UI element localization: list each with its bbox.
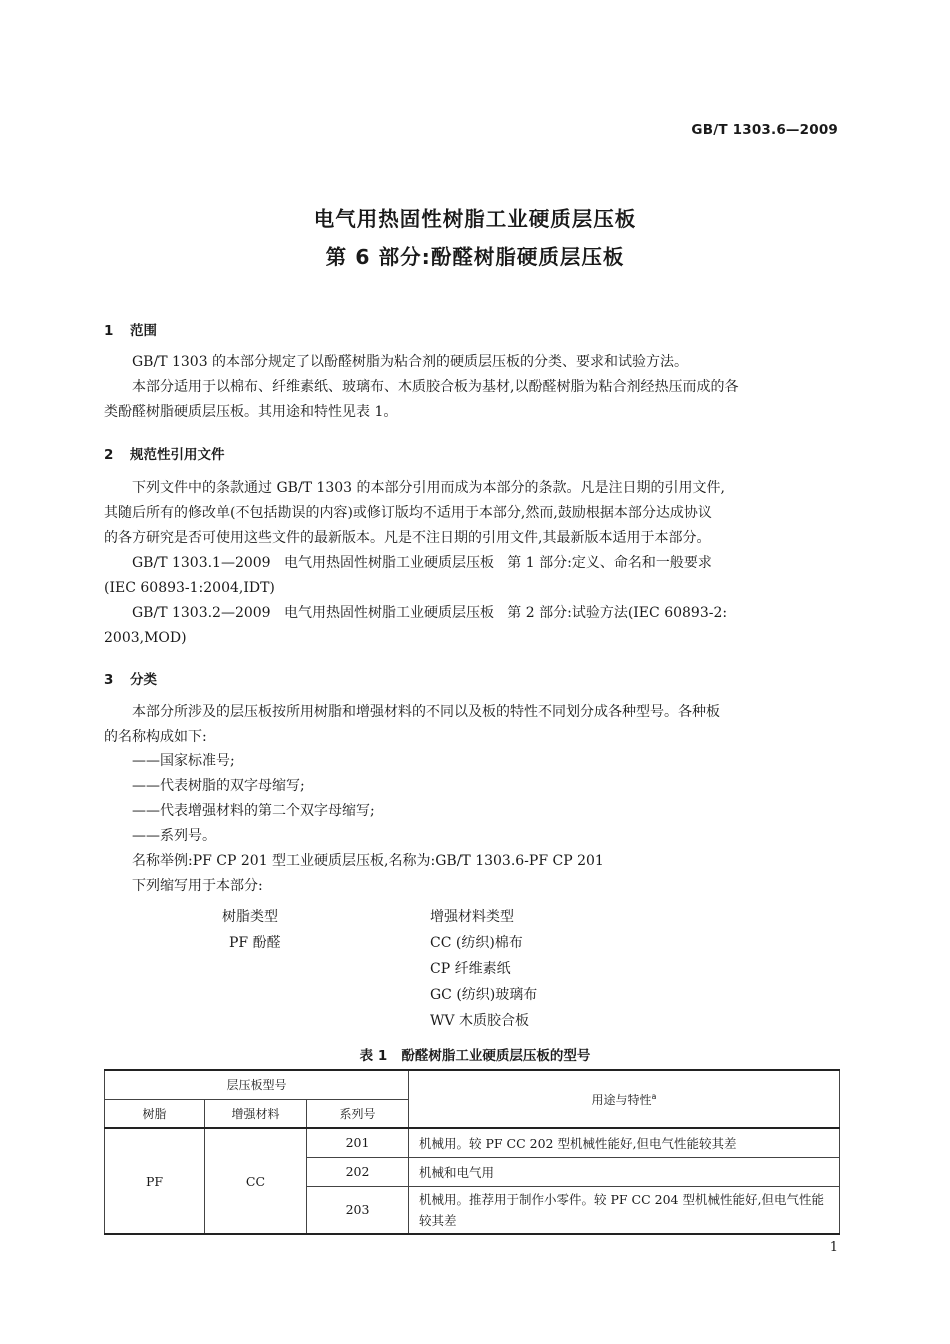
classification-paragraph-line-2: 的名称构成如下:	[104, 729, 207, 745]
reference-2-line-2: 2003,MOD)	[104, 630, 187, 646]
references-paragraph-line-3: 的各方研究是否可使用这些文件的最新版本。凡是不注日期的引用文件,其最新版本适用于本部分。	[104, 530, 711, 546]
scope-paragraph-1: GB/T 1303 的本部分规定了以酚醛树脂为粘合剂的硬质层压板的分类、要求和试验方法。	[132, 354, 689, 370]
reinforcement-type-header: 增强材料类型	[430, 909, 514, 925]
use-header-label: 用途与特性	[591, 1092, 652, 1107]
scope-paragraph-2-line-2: 类酚醛树脂硬质层压板。其用途和特性见表 1。	[104, 404, 398, 420]
section-3-heading	[104, 668, 157, 688]
group-header: 层压板型号	[105, 1070, 409, 1099]
resin-cell: PF	[105, 1128, 205, 1234]
reinforcement-type-item: CC (纺织)棉布	[430, 935, 523, 951]
resin-type-item: PF 酚醛	[229, 935, 281, 951]
classification-paragraph-line-1: 本部分所涉及的层压板按所用树脂和增强材料的不同以及板的特性不同划分成各种型号。各种板	[132, 704, 720, 720]
resin-column-header: 树脂	[105, 1099, 205, 1128]
document-subtitle: 第 6 部分:酚醛树脂硬质层压板	[325, 245, 625, 269]
use-header	[409, 1070, 840, 1128]
use-cell: 机械用。推荐用于制作小零件。较 PF CC 204 型机械性能好,但电气性能较其差	[409, 1186, 840, 1234]
reinforcement-type-item: WV 木质胶合板	[430, 1013, 529, 1029]
page-number: 1	[829, 1240, 838, 1255]
series-cell: 201	[307, 1128, 409, 1157]
section-number: 3	[104, 672, 114, 688]
reference-1-line-2: (IEC 60893-1:2004,IDT)	[104, 580, 275, 596]
series-cell: 203	[307, 1186, 409, 1234]
section-title: 分类	[130, 672, 157, 688]
table-row	[105, 1128, 840, 1157]
series-cell: 202	[307, 1157, 409, 1186]
naming-example: 名称举例:PF CP 201 型工业硬质层压板,名称为:GB/T 1303.6-PF CP 201	[132, 853, 604, 869]
document-title: 电气用热固性树脂工业硬质层压板	[313, 207, 637, 231]
table-header-row	[105, 1070, 840, 1099]
references-paragraph-line-2: 其随后所有的修改单(不包括勘误的内容)或修订版均不适用于本部分,然而,鼓励根据本部分达成协议	[104, 505, 712, 521]
list-item: ——系列号。	[132, 828, 216, 844]
reinforcement-cell: CC	[205, 1128, 307, 1234]
references-paragraph-line-1: 下列文件中的条款通过 GB/T 1303 的本部分引用而成为本部分的条款。凡是注日期的引用文件,	[132, 480, 725, 496]
reference-1-line-1: GB/T 1303.1—2009 电气用热固性树脂工业硬质层压板 第 1 部分:定义、命名和一般要求	[132, 555, 712, 571]
use-cell: 机械用。较 PF CC 202 型机械性能好,但电气性能较其差	[409, 1128, 840, 1157]
use-cell: 机械和电气用	[409, 1157, 840, 1186]
list-item: ——国家标准号;	[132, 753, 235, 769]
series-column-header: 系列号	[307, 1099, 409, 1128]
table-caption: 表 1 酚醛树脂工业硬质层压板的型号	[359, 1048, 591, 1064]
scope-paragraph-2-line-1: 本部分适用于以棉布、纤维素纸、玻璃布、木质胶合板为基材,以酚醛树脂为粘合剂经热压而成的各	[132, 379, 739, 395]
section-number: 1	[104, 323, 114, 339]
section-1-heading	[104, 319, 157, 339]
section-2-heading	[104, 443, 225, 463]
reinforcement-type-item: CP 纤维素纸	[430, 961, 511, 977]
standard-code: GB/T 1303.6—2009	[691, 122, 838, 138]
list-item: ——代表树脂的双字母缩写;	[132, 778, 305, 794]
reinforcement-type-item: GC (纺织)玻璃布	[430, 987, 538, 1003]
section-title: 规范性引用文件	[130, 447, 225, 463]
reinforcement-column-header: 增强材料	[205, 1099, 307, 1128]
resin-type-header: 树脂类型	[222, 909, 278, 925]
footnote-marker: a	[651, 1091, 657, 1101]
reference-2-line-1: GB/T 1303.2—2009 电气用热固性树脂工业硬质层压板 第 2 部分:试验方法(IEC 60893-2:	[132, 605, 728, 621]
list-item: ——代表增强材料的第二个双字母缩写;	[132, 803, 375, 819]
section-number: 2	[104, 447, 114, 463]
abbreviation-intro: 下列缩写用于本部分:	[132, 878, 263, 894]
laminate-types-table	[104, 1069, 840, 1235]
section-title: 范围	[130, 323, 157, 339]
